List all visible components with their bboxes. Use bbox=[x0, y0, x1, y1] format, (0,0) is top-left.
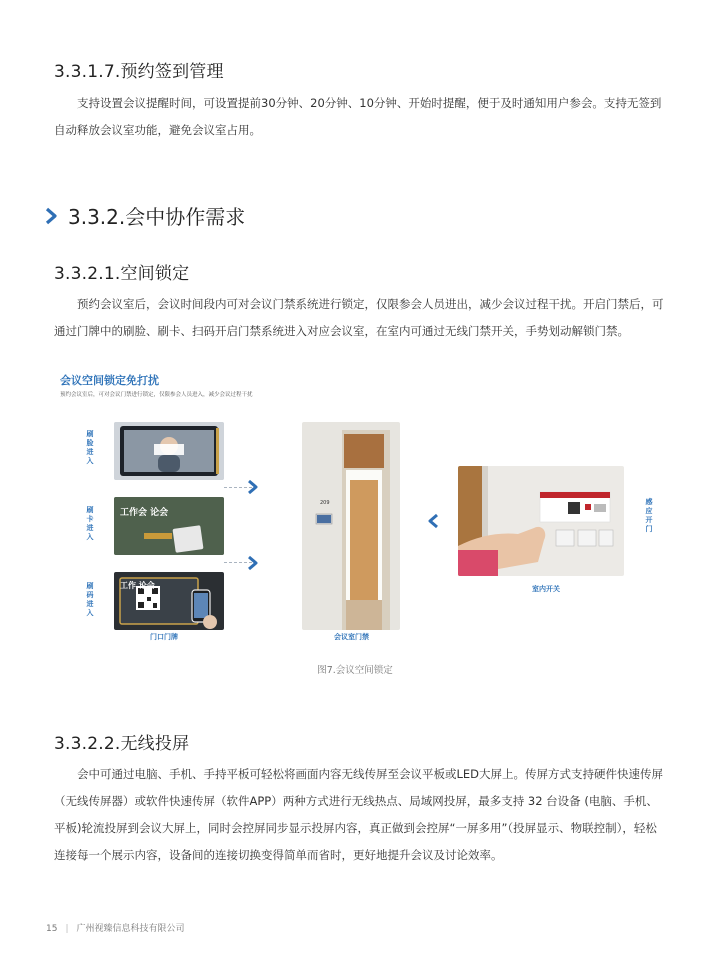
code-photo-text: 工作 论会 bbox=[120, 581, 155, 590]
figure-space-lock bbox=[54, 366, 658, 640]
section-paragraph-space-lock: 预约会议室后，会议时间段内可对会议门禁系统进行锁定，仅限参会人员进出，减少会议过程干扰。开启门禁后，可通过门牌中的刷脸、刷卡、扫码开启门禁系统进入对应会议室，在室内可通过无线门禁开关，手势划动解锁门禁。 bbox=[54, 297, 664, 338]
section-heading-3-3-2 bbox=[44, 201, 245, 230]
section-paragraph-wireless-cast: 会中可通过电脑、手机、手持平板可轻松将画面内容无线传屏至会议平板或LED大屏上。传屏方式支持硬件快速传屏（无线传屏器）或软件快速传屏（软件APP）两种方式进行无线热点、局域网投屏，最多支持 32 台设备 (电脑、手机、平板)轮流投屏到会议大屏上，同时会控屏同步显示投屏内容，真正做到会控屏“一屏多用”（投屏显示、物联控制），轻松连接每一个展示内容，设备间的连接切换变得简单而省时，更好地提升会议及讨论效率。 bbox=[54, 767, 664, 862]
section-heading-text: 3.3.2.会中协作需求 bbox=[68, 205, 246, 229]
page-footer bbox=[46, 921, 185, 934]
photo-face-scan bbox=[114, 422, 224, 480]
figure-caption: 图7.会议空间锁定 bbox=[317, 665, 393, 676]
company-name: 广州视臻信息科技有限公司 bbox=[76, 924, 185, 934]
chevron-right-icon bbox=[44, 207, 58, 225]
photo-meeting-door bbox=[302, 422, 400, 630]
label-code-entry: 刷码进入 bbox=[86, 582, 94, 617]
figure-title: 会议空间锁定免打扰 bbox=[60, 374, 159, 387]
section-heading-3-3-2-2: 3.3.2.2.无线投屏 bbox=[54, 734, 190, 754]
photo-qr-scan bbox=[114, 572, 224, 630]
arrow-right-icon bbox=[246, 555, 260, 571]
caption-indoor-switch: 室内开关 bbox=[532, 585, 560, 593]
caption-access-control: 会议室门禁 bbox=[334, 633, 369, 641]
card-photo-text: 工作会 论会 bbox=[120, 508, 169, 518]
label-sense-open: 感应开门 bbox=[645, 498, 653, 533]
photo-indoor-switch bbox=[458, 466, 624, 576]
arrow-left-icon bbox=[426, 513, 440, 529]
section-heading-3-3-1-7: 3.3.1.7.预约签到管理 bbox=[54, 62, 224, 82]
section-heading-3-3-2-1: 3.3.2.1.空间锁定 bbox=[54, 264, 190, 284]
room-number: 209 bbox=[320, 500, 330, 506]
arrow-right-icon bbox=[246, 479, 260, 495]
figure-subtitle: 预约会议室后，可对会议门禁进行锁定，仅限参会人员进入，减少会议过程干扰 bbox=[60, 392, 253, 398]
label-card-entry: 刷卡进入 bbox=[86, 506, 94, 541]
section-paragraph-checkin: 支持设置会议提醒时间，可设置提前30分钟、20分钟、10分钟、开始时提醒，便于及时通知用户参会。支持无签到自动释放会议室功能，避免会议室占用。 bbox=[54, 96, 662, 137]
page-number: 15 bbox=[46, 924, 58, 934]
caption-door-sign: 门口门牌 bbox=[150, 633, 178, 641]
label-face-entry: 刷脸进入 bbox=[86, 430, 94, 465]
footer-separator: | bbox=[65, 924, 69, 934]
photo-card-swipe bbox=[114, 497, 224, 555]
